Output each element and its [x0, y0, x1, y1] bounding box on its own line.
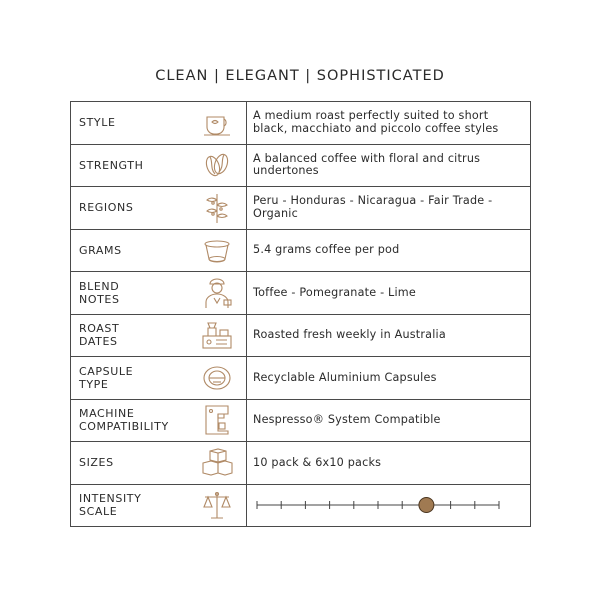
row-label-cell — [71, 399, 247, 442]
table-row — [71, 484, 531, 527]
barista-icon — [200, 276, 234, 310]
table-row — [71, 442, 531, 485]
row-value: Nespresso® System Compatible — [247, 399, 531, 442]
row-value: Roasted fresh weekly in Australia — [247, 314, 531, 357]
row-label-cell — [71, 442, 247, 485]
page-title: CLEAN | ELEGANT | SOPHISTICATED — [155, 68, 445, 84]
row-label-cell — [71, 314, 247, 357]
row-value: 5.4 grams coffee per pod — [247, 229, 531, 272]
row-value: Peru - Honduras - Nicaragua - Fair Trade - Organic — [247, 187, 531, 230]
row-label-cell — [71, 229, 247, 272]
table-row — [71, 399, 531, 442]
row-value: A balanced coffee with floral and citrus undertones — [247, 144, 531, 187]
table-row — [71, 272, 531, 315]
row-label: INTENSITY SCALE — [79, 492, 142, 519]
row-label: STYLE — [79, 116, 116, 130]
row-label-cell — [71, 484, 247, 527]
row-label-cell — [71, 357, 247, 400]
row-label-cell — [71, 272, 247, 315]
row-label: CAPSULE TYPE — [79, 364, 134, 391]
row-value: Recyclable Aluminium Capsules — [247, 357, 531, 400]
table-row — [71, 144, 531, 187]
row-label: STRENGTH — [79, 158, 144, 172]
table-row — [71, 357, 531, 400]
row-value: Toffee - Pomegranate - Lime — [247, 272, 531, 315]
table-row — [71, 314, 531, 357]
row-label: SIZES — [79, 456, 114, 470]
roaster-machine-icon — [200, 318, 234, 352]
coffee-plant-icon — [200, 191, 234, 225]
coffee-cup-icon — [200, 106, 234, 140]
intensity-cell — [247, 484, 531, 527]
row-label: MACHINE COMPATIBILITY — [79, 407, 169, 434]
row-label: BLEND NOTES — [79, 279, 120, 306]
row-label-cell — [71, 187, 247, 230]
row-label: GRAMS — [79, 243, 122, 257]
row-value: A medium roast perfectly suited to short black, macchiato and piccolo coffee styles — [247, 102, 531, 145]
boxes-icon — [200, 446, 234, 480]
coffee-bean-icon — [200, 148, 234, 182]
coffee-machine-icon — [200, 403, 234, 437]
spec-table — [70, 101, 531, 527]
intensity-scale-graphic — [253, 495, 533, 515]
table-row — [71, 229, 531, 272]
row-label-cell — [71, 102, 247, 145]
balance-scale-icon — [200, 488, 234, 522]
capsule-icon — [200, 361, 234, 395]
coffee-pod-icon — [200, 233, 234, 267]
row-label-cell — [71, 144, 247, 187]
row-label: REGIONS — [79, 201, 134, 215]
intensity-scale — [253, 495, 526, 515]
table-row — [71, 102, 531, 145]
intensity-marker — [419, 498, 434, 513]
table-row — [71, 187, 531, 230]
row-label: ROAST DATES — [79, 322, 120, 349]
row-value: 10 pack & 6x10 packs — [247, 442, 531, 485]
